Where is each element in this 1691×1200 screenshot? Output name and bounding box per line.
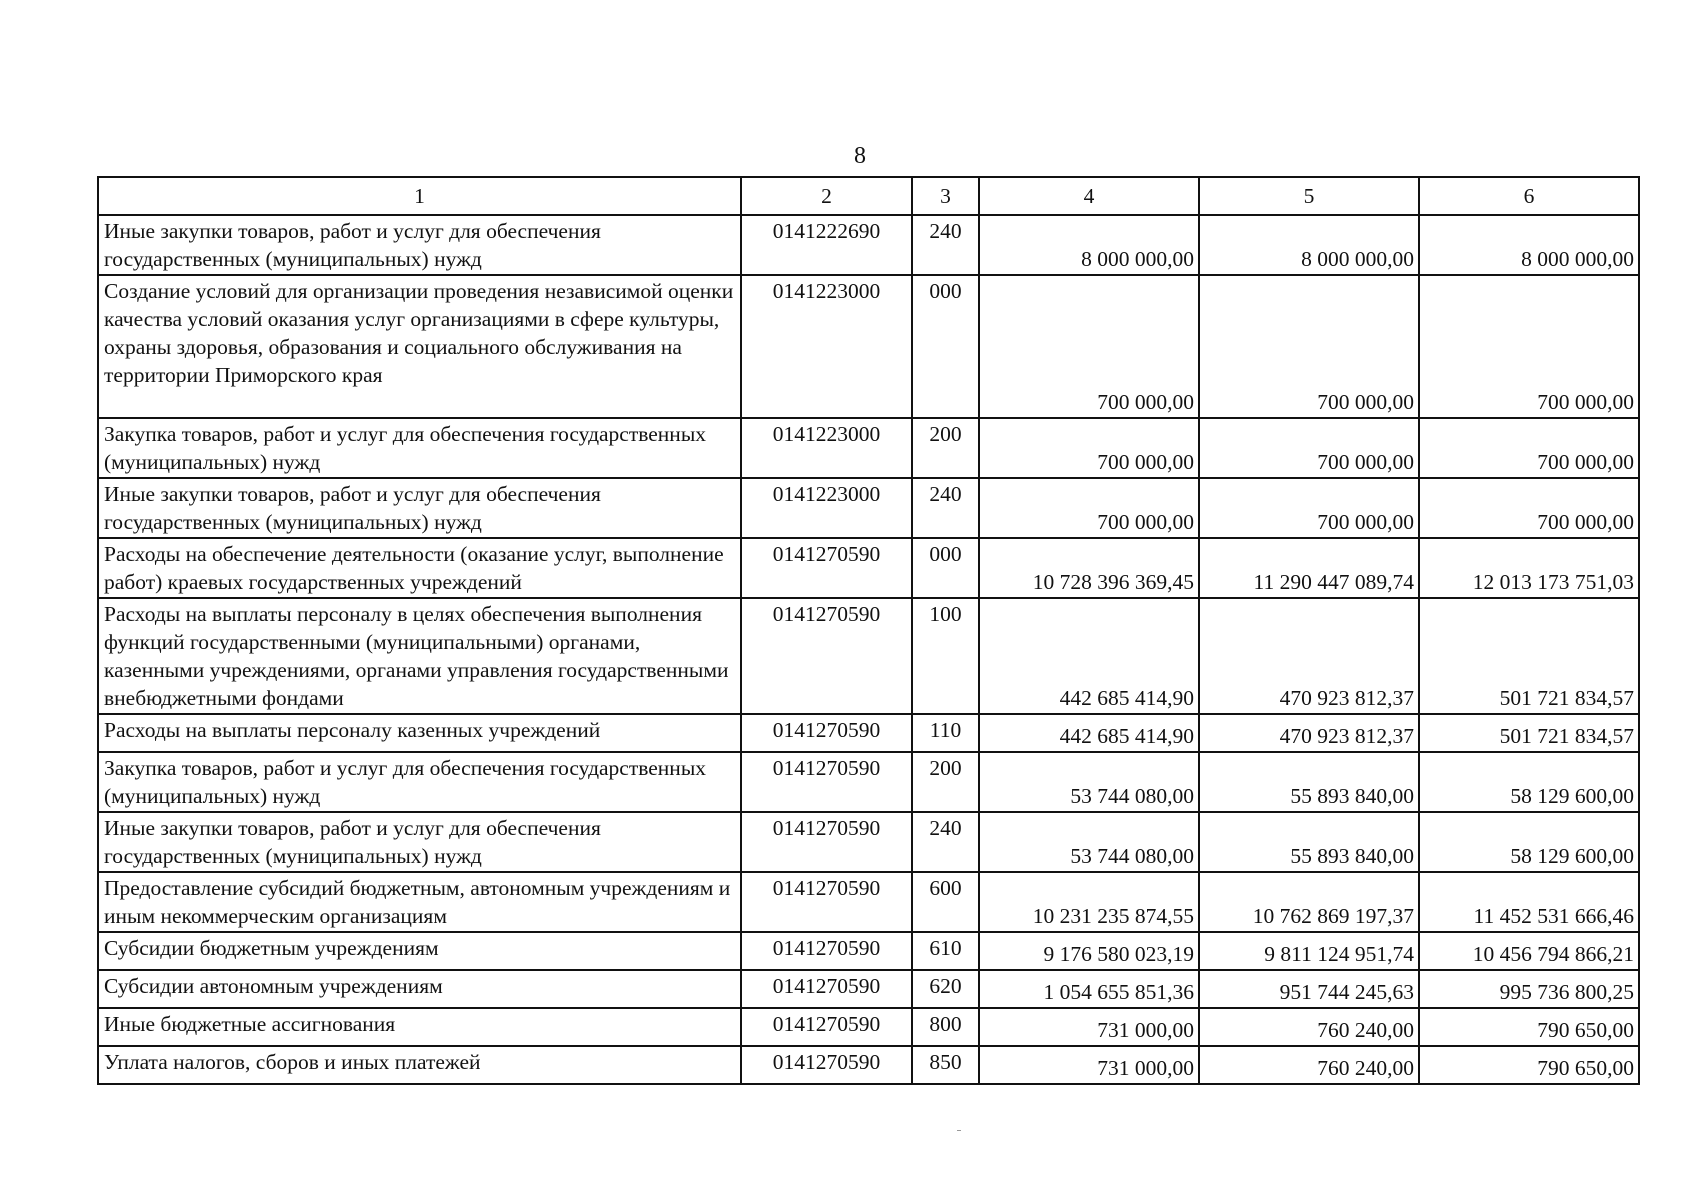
amount-year-3: 8 000 000,00 <box>1419 215 1639 275</box>
amount-year-1: 53 744 080,00 <box>979 752 1199 812</box>
table-row <box>98 598 1639 714</box>
table-row <box>98 812 1639 872</box>
amount-year-2: 470 923 812,37 <box>1199 714 1419 752</box>
expense-type-code: 200 <box>912 418 979 478</box>
column-header-5: 5 <box>1199 177 1419 215</box>
amount-year-2: 700 000,00 <box>1199 478 1419 538</box>
amount-year-2: 700 000,00 <box>1199 275 1419 418</box>
amount-year-3: 58 129 600,00 <box>1419 752 1639 812</box>
expense-name: Предоставление субсидий бюджетным, автономным учреждениям и иным некоммерческим организациям <box>98 872 741 932</box>
amount-year-2: 700 000,00 <box>1199 418 1419 478</box>
target-article-code: 0141223000 <box>741 478 912 538</box>
amount-year-3: 58 129 600,00 <box>1419 812 1639 872</box>
amount-year-2: 470 923 812,37 <box>1199 598 1419 714</box>
column-header-1: 1 <box>98 177 741 215</box>
amount-year-2: 11 290 447 089,74 <box>1199 538 1419 598</box>
table-row <box>98 1046 1639 1084</box>
target-article-code: 0141270590 <box>741 1008 912 1046</box>
budget-table <box>97 176 1640 1085</box>
amount-year-3: 501 721 834,57 <box>1419 598 1639 714</box>
expense-type-code: 850 <box>912 1046 979 1084</box>
column-header-6: 6 <box>1419 177 1639 215</box>
table-row <box>98 872 1639 932</box>
table-row <box>98 275 1639 418</box>
table-row <box>98 714 1639 752</box>
expense-type-code: 610 <box>912 932 979 970</box>
amount-year-2: 8 000 000,00 <box>1199 215 1419 275</box>
target-article-code: 0141270590 <box>741 1046 912 1084</box>
column-header-3: 3 <box>912 177 979 215</box>
table-row <box>98 418 1639 478</box>
target-article-code: 0141270590 <box>741 752 912 812</box>
expense-name: Расходы на обеспечение деятельности (оказание услуг, выполнение работ) краевых государственных учреждений <box>98 538 741 598</box>
expense-name: Субсидии автономным учреждениям <box>98 970 741 1008</box>
amount-year-1: 8 000 000,00 <box>979 215 1199 275</box>
table-row <box>98 215 1639 275</box>
expense-type-code: 240 <box>912 478 979 538</box>
expense-name: Закупка товаров, работ и услуг для обеспечения государственных (муниципальных) нужд <box>98 418 741 478</box>
target-article-code: 0141270590 <box>741 872 912 932</box>
amount-year-1: 442 685 414,90 <box>979 714 1199 752</box>
amount-year-1: 700 000,00 <box>979 478 1199 538</box>
amount-year-3: 12 013 173 751,03 <box>1419 538 1639 598</box>
expense-type-code: 000 <box>912 275 979 418</box>
column-header-2: 2 <box>741 177 912 215</box>
amount-year-1: 442 685 414,90 <box>979 598 1199 714</box>
expense-name: Иные закупки товаров, работ и услуг для обеспечения государственных (муниципальных) нужд <box>98 478 741 538</box>
expense-type-code: 600 <box>912 872 979 932</box>
amount-year-1: 731 000,00 <box>979 1046 1199 1084</box>
target-article-code: 0141270590 <box>741 932 912 970</box>
expense-type-code: 000 <box>912 538 979 598</box>
expense-name: Создание условий для организации проведения независимой оценки качества условий оказания услуг организациями в сфере культуры, охраны здоровья, образования и социального обслуживания на территории Приморского края <box>98 275 741 418</box>
amount-year-1: 10 231 235 874,55 <box>979 872 1199 932</box>
amount-year-2: 55 893 840,00 <box>1199 752 1419 812</box>
scan-dot <box>957 1130 961 1131</box>
table-row <box>98 932 1639 970</box>
amount-year-3: 501 721 834,57 <box>1419 714 1639 752</box>
table-row <box>98 1008 1639 1046</box>
expense-name: Субсидии бюджетным учреждениям <box>98 932 741 970</box>
amount-year-2: 10 762 869 197,37 <box>1199 872 1419 932</box>
target-article-code: 0141270590 <box>741 538 912 598</box>
table-row <box>98 478 1639 538</box>
expense-name: Расходы на выплаты персоналу в целях обеспечения выполнения функций государственными (муниципальными) органами, казенными учреждениями, органами управления государственными внебюджетными фондами <box>98 598 741 714</box>
amount-year-2: 760 240,00 <box>1199 1046 1419 1084</box>
amount-year-2: 760 240,00 <box>1199 1008 1419 1046</box>
expense-name: Иные закупки товаров, работ и услуг для обеспечения государственных (муниципальных) нужд <box>98 812 741 872</box>
table-row <box>98 752 1639 812</box>
amount-year-1: 700 000,00 <box>979 275 1199 418</box>
amount-year-1: 1 054 655 851,36 <box>979 970 1199 1008</box>
amount-year-1: 9 176 580 023,19 <box>979 932 1199 970</box>
target-article-code: 0141270590 <box>741 598 912 714</box>
amount-year-3: 790 650,00 <box>1419 1008 1639 1046</box>
target-article-code: 0141223000 <box>741 275 912 418</box>
expense-type-code: 240 <box>912 812 979 872</box>
expense-type-code: 240 <box>912 215 979 275</box>
expense-type-code: 110 <box>912 714 979 752</box>
expense-type-code: 620 <box>912 970 979 1008</box>
amount-year-3: 700 000,00 <box>1419 275 1639 418</box>
expense-type-code: 800 <box>912 1008 979 1046</box>
amount-year-3: 11 452 531 666,46 <box>1419 872 1639 932</box>
expense-name: Закупка товаров, работ и услуг для обеспечения государственных (муниципальных) нужд <box>98 752 741 812</box>
amount-year-2: 951 744 245,63 <box>1199 970 1419 1008</box>
table-row <box>98 538 1639 598</box>
table-row <box>98 970 1639 1008</box>
amount-year-1: 731 000,00 <box>979 1008 1199 1046</box>
expense-name: Иные бюджетные ассигнования <box>98 1008 741 1046</box>
amount-year-1: 10 728 396 369,45 <box>979 538 1199 598</box>
expense-type-code: 100 <box>912 598 979 714</box>
target-article-code: 0141270590 <box>741 714 912 752</box>
expense-type-code: 200 <box>912 752 979 812</box>
amount-year-1: 700 000,00 <box>979 418 1199 478</box>
target-article-code: 0141270590 <box>741 812 912 872</box>
target-article-code: 0141222690 <box>741 215 912 275</box>
amount-year-3: 790 650,00 <box>1419 1046 1639 1084</box>
amount-year-3: 10 456 794 866,21 <box>1419 932 1639 970</box>
header-row <box>98 177 1639 215</box>
amount-year-3: 700 000,00 <box>1419 418 1639 478</box>
expense-name: Уплата налогов, сборов и иных платежей <box>98 1046 741 1084</box>
amount-year-2: 9 811 124 951,74 <box>1199 932 1419 970</box>
page-number: 8 <box>854 143 866 169</box>
target-article-code: 0141270590 <box>741 970 912 1008</box>
expense-name: Расходы на выплаты персоналу казенных учреждений <box>98 714 741 752</box>
target-article-code: 0141223000 <box>741 418 912 478</box>
amount-year-1: 53 744 080,00 <box>979 812 1199 872</box>
amount-year-2: 55 893 840,00 <box>1199 812 1419 872</box>
amount-year-3: 995 736 800,25 <box>1419 970 1639 1008</box>
column-header-4: 4 <box>979 177 1199 215</box>
amount-year-3: 700 000,00 <box>1419 478 1639 538</box>
expense-name: Иные закупки товаров, работ и услуг для обеспечения государственных (муниципальных) нужд <box>98 215 741 275</box>
